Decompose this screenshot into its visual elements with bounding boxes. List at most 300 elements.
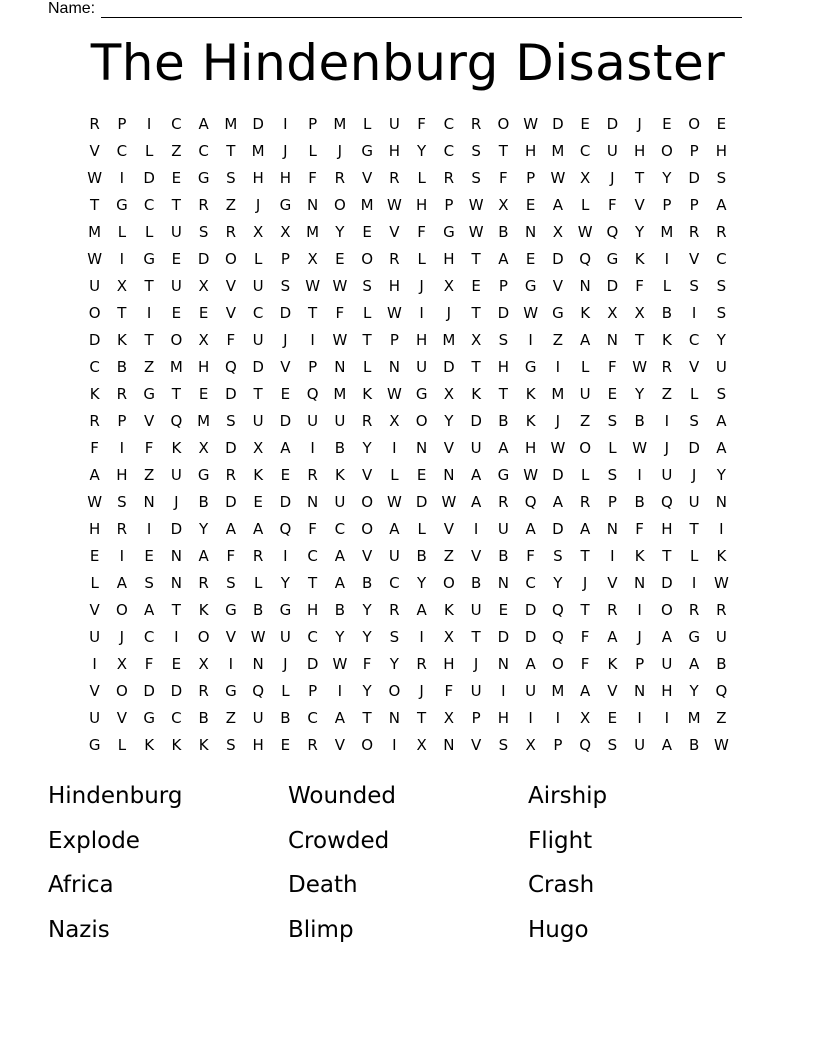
grid-letter: B	[470, 574, 482, 592]
grid-letter: A	[416, 601, 427, 619]
grid-letter: C	[89, 358, 100, 376]
grid-letter: B	[498, 223, 509, 241]
grid-letter: D	[252, 115, 264, 133]
grid-letter: R	[470, 115, 482, 133]
grid-letter: Z	[143, 358, 155, 376]
grid-row	[81, 516, 735, 543]
grid-letter: V	[116, 709, 127, 727]
grid-letter: I	[146, 520, 152, 538]
grid-letter: B	[634, 493, 645, 511]
grid-letter: D	[606, 277, 619, 295]
grid-letter: N	[307, 196, 319, 214]
grid-letter: V	[89, 142, 100, 160]
grid-letter: L	[281, 682, 290, 700]
grid-row	[81, 246, 735, 273]
grid-letter: X	[198, 331, 209, 349]
grid-letter: V	[225, 628, 236, 646]
grid-letter: J	[473, 655, 479, 673]
grid-letter: B	[116, 358, 128, 376]
grid-letter: Y	[199, 520, 209, 538]
grid-letter: Y	[716, 331, 726, 349]
grid-letter: V	[688, 358, 700, 376]
grid-letter: G	[143, 385, 155, 403]
grid-letter: G	[552, 304, 564, 322]
grid-letter: I	[555, 709, 561, 727]
grid-letter: I	[691, 304, 697, 322]
grid-letter: Y	[635, 385, 645, 403]
grid-letter: L	[417, 250, 426, 268]
grid-letter: J	[691, 466, 697, 484]
grid-letter: D	[524, 601, 537, 619]
grid-letter: I	[310, 331, 315, 349]
grid-letter: A	[579, 520, 591, 538]
grid-letter: T	[308, 304, 318, 322]
grid-letter: E	[607, 385, 618, 403]
grid-letter: H	[715, 142, 728, 160]
grid-letter: C	[252, 304, 264, 322]
grid-letter: L	[580, 196, 590, 214]
grid-letter: W	[468, 223, 484, 241]
grid-letter: I	[528, 331, 533, 349]
grid-letter: G	[197, 466, 210, 484]
grid-letter: T	[308, 574, 318, 592]
grid-letter: D	[415, 493, 428, 511]
grid-letter: S	[689, 412, 699, 430]
grid-letter: X	[607, 304, 618, 322]
word-list	[48, 776, 768, 954]
grid-letter: Z	[171, 142, 182, 160]
grid-letter: U	[252, 709, 264, 727]
grid-letter: O	[361, 520, 374, 538]
grid-letter: V	[361, 169, 373, 187]
grid-letter: H	[116, 466, 128, 484]
grid-letter: O	[579, 439, 592, 457]
grid-letter: I	[392, 736, 397, 754]
grid-letter: N	[143, 493, 155, 511]
grid-letter: W	[305, 277, 321, 295]
grid-letter: T	[689, 520, 699, 538]
grid-letter: V	[225, 304, 236, 322]
grid-letter: T	[362, 331, 372, 349]
grid-row	[81, 111, 735, 138]
grid-letter: Q	[579, 250, 592, 268]
grid-letter: D	[279, 304, 292, 322]
grid-letter: F	[635, 277, 644, 295]
grid-letter: A	[525, 520, 536, 538]
grid-letter: E	[171, 169, 182, 187]
grid-letter: C	[307, 547, 318, 565]
grid-letter: U	[634, 736, 646, 754]
grid-letter: V	[607, 682, 618, 700]
grid-letter: M	[88, 223, 102, 241]
grid-letter: Y	[389, 655, 399, 673]
grid-letter: Y	[362, 439, 372, 457]
grid-letter: F	[308, 520, 317, 538]
grid-letter: T	[635, 169, 645, 187]
grid-letter: B	[498, 412, 509, 430]
grid-letter: N	[497, 655, 509, 673]
grid-row	[81, 165, 735, 192]
grid-letter: E	[525, 196, 536, 214]
grid-letter: X	[443, 277, 455, 295]
grid-letter: A	[661, 628, 672, 646]
grid-letter: V	[89, 682, 100, 700]
grid-letter: H	[388, 277, 401, 295]
grid-letter: Q	[715, 682, 728, 700]
grid-letter: L	[117, 736, 127, 754]
grid-letter: R	[361, 412, 373, 430]
grid-letter: C	[171, 709, 182, 727]
grid-letter: B	[334, 439, 346, 457]
grid-letter: Y	[417, 142, 427, 160]
grid-letter: G	[415, 385, 428, 403]
grid-row	[81, 408, 735, 435]
grid-letter: F	[526, 547, 535, 565]
word-list-item: Nazis	[48, 916, 110, 943]
grid-letter: U	[89, 628, 101, 646]
grid-letter: J	[637, 115, 642, 133]
grid-letter: S	[716, 385, 727, 403]
grid-letter: R	[225, 466, 237, 484]
grid-letter: A	[334, 709, 345, 727]
grid-letter: R	[198, 196, 209, 214]
grid-letter: E	[525, 250, 536, 268]
grid-letter: P	[117, 115, 127, 133]
grid-letter: Y	[335, 628, 345, 646]
grid-letter: U	[89, 709, 101, 727]
grid-letter: B	[661, 304, 673, 322]
grid-letter: Z	[579, 412, 591, 430]
grid-letter: H	[415, 331, 428, 349]
grid-letter: A	[225, 520, 236, 538]
grid-letter: C	[171, 115, 182, 133]
grid-letter: N	[525, 223, 537, 241]
grid-letter: L	[90, 574, 99, 592]
grid-letter: I	[691, 574, 697, 592]
grid-letter: P	[498, 277, 508, 295]
grid-letter: P	[117, 412, 127, 430]
grid-letter: B	[361, 574, 373, 592]
grid-letter: X	[416, 736, 427, 754]
grid-letter: K	[253, 466, 264, 484]
grid-letter: O	[115, 682, 128, 700]
grid-letter: C	[389, 574, 400, 592]
grid-row	[81, 462, 735, 489]
grid-letter: F	[444, 682, 454, 700]
grid-letter: I	[637, 709, 642, 727]
grid-letter: T	[635, 331, 645, 349]
grid-letter: Y	[716, 466, 726, 484]
grid-letter: R	[198, 574, 209, 592]
grid-letter: V	[334, 736, 345, 754]
grid-letter: G	[524, 358, 537, 376]
grid-letter: O	[660, 601, 673, 619]
grid-letter: U	[279, 628, 291, 646]
grid-letter: F	[417, 115, 426, 133]
word-list-item: Africa	[48, 872, 114, 898]
grid-letter: L	[253, 574, 263, 592]
grid-letter: R	[389, 601, 400, 619]
grid-letter: T	[144, 331, 154, 349]
grid-letter: W	[713, 736, 729, 754]
grid-letter: R	[688, 223, 700, 241]
grid-letter: J	[337, 142, 343, 160]
word-list-item: Hindenburg	[48, 783, 183, 809]
grid-letter: R	[334, 169, 346, 187]
grid-letter: G	[116, 196, 128, 214]
grid-row	[81, 678, 735, 705]
grid-letter: N	[497, 574, 509, 592]
grid-row	[81, 597, 735, 624]
grid-letter: H	[252, 736, 264, 754]
grid-letter: G	[688, 628, 700, 646]
grid-letter: U	[525, 682, 537, 700]
grid-letter: B	[252, 601, 264, 619]
grid-letter: X	[552, 223, 564, 241]
grid-letter: F	[226, 547, 236, 565]
grid-row	[81, 219, 735, 246]
grid-letter: Y	[635, 223, 645, 241]
grid-letter: C	[143, 196, 155, 214]
grid-letter: I	[119, 547, 125, 565]
grid-letter: A	[252, 520, 264, 538]
grid-letter: W	[550, 169, 566, 187]
grid-letter: S	[607, 412, 618, 430]
grid-letter: I	[119, 169, 125, 187]
grid-letter: K	[525, 385, 536, 403]
grid-letter: D	[170, 520, 183, 538]
grid-letter: Q	[306, 385, 319, 403]
grid-letter: V	[470, 547, 482, 565]
grid-letter: T	[580, 601, 590, 619]
grid-letter: W	[87, 250, 103, 268]
grid-letter: U	[170, 466, 182, 484]
grid-letter: W	[632, 358, 648, 376]
grid-letter: S	[144, 574, 154, 592]
grid-letter: M	[251, 142, 265, 160]
grid-letter: A	[716, 196, 727, 214]
grid-letter: E	[335, 250, 345, 268]
grid-letter: J	[582, 574, 588, 592]
grid-letter: J	[664, 439, 670, 457]
grid-letter: F	[144, 655, 154, 673]
grid-letter: K	[334, 466, 345, 484]
letter-grid	[81, 111, 735, 759]
grid-letter: G	[524, 277, 537, 295]
grid-letter: J	[119, 628, 125, 646]
grid-letter: A	[552, 196, 563, 214]
grid-letter: C	[307, 628, 318, 646]
grid-row	[81, 273, 735, 300]
name-label: Name:	[48, 0, 96, 17]
grid-letter: C	[334, 520, 346, 538]
grid-letter: A	[89, 466, 100, 484]
grid-letter: A	[579, 331, 591, 349]
grid-letter: D	[688, 169, 700, 187]
grid-letter: J	[419, 682, 424, 700]
grid-letter: L	[390, 466, 399, 484]
grid-letter: F	[308, 169, 317, 187]
grid-row	[81, 327, 735, 354]
grid-letter: K	[171, 736, 182, 754]
grid-letter: R	[307, 466, 318, 484]
grid-letter: W	[523, 304, 539, 322]
grid-letter: P	[280, 250, 290, 268]
grid-letter: R	[716, 223, 727, 241]
grid-letter: A	[470, 466, 482, 484]
grid-letter: P	[308, 682, 318, 700]
grid-letter: L	[580, 466, 590, 484]
grid-letter: O	[442, 574, 455, 592]
grid-letter: K	[525, 412, 536, 430]
grid-letter: I	[337, 682, 343, 700]
grid-letter: R	[116, 385, 128, 403]
grid-letter: I	[501, 682, 506, 700]
grid-letter: R	[252, 547, 264, 565]
grid-letter: I	[664, 250, 670, 268]
grid-letter: H	[443, 250, 455, 268]
grid-letter: K	[634, 547, 645, 565]
grid-letter: O	[88, 304, 101, 322]
grid-letter: L	[608, 439, 617, 457]
grid-letter: D	[306, 655, 319, 673]
grid-letter: L	[362, 358, 372, 376]
grid-letter: G	[497, 466, 510, 484]
grid-letter: R	[688, 601, 700, 619]
grid-letter: X	[470, 331, 482, 349]
grid-letter: N	[715, 493, 727, 511]
grid-letter: M	[224, 115, 238, 133]
grid-letter: W	[332, 331, 348, 349]
grid-letter: O	[688, 115, 701, 133]
grid-letter: O	[551, 655, 564, 673]
grid-letter: V	[225, 277, 236, 295]
grid-letter: I	[610, 547, 615, 565]
grid-letter: H	[443, 655, 455, 673]
grid-row	[81, 732, 735, 759]
grid-letter: D	[552, 520, 564, 538]
grid-letter: N	[579, 277, 591, 295]
grid-letter: Q	[606, 223, 619, 241]
grid-letter: P	[689, 196, 699, 214]
grid-letter: N	[388, 358, 400, 376]
word-list-item: Airship	[528, 783, 608, 809]
grid-letter: D	[552, 466, 564, 484]
grid-letter: S	[226, 169, 236, 187]
grid-letter: H	[88, 520, 101, 538]
grid-letter: R	[89, 412, 100, 430]
grid-letter: A	[334, 547, 345, 565]
grid-letter: W	[523, 115, 539, 133]
grid-letter: Y	[362, 601, 372, 619]
grid-letter: F	[580, 628, 590, 646]
grid-letter: E	[498, 601, 509, 619]
grid-letter: M	[442, 331, 456, 349]
grid-letter: A	[579, 682, 591, 700]
grid-letter: A	[143, 601, 155, 619]
grid-letter: A	[280, 439, 291, 457]
grid-letter: U	[579, 385, 591, 403]
grid-letter: O	[361, 250, 374, 268]
word-list-item: Hugo	[528, 916, 589, 943]
grid-row	[81, 651, 735, 678]
grid-letter: O	[197, 628, 210, 646]
grid-letter: V	[470, 736, 482, 754]
grid-letter: E	[171, 655, 182, 673]
grid-letter: L	[308, 142, 317, 160]
grid-letter: J	[419, 277, 424, 295]
grid-letter: L	[362, 304, 372, 322]
grid-letter: R	[498, 493, 509, 511]
grid-letter: T	[417, 709, 427, 727]
grid-letter: Z	[143, 466, 155, 484]
grid-letter: W	[250, 628, 266, 646]
grid-row	[81, 354, 735, 381]
grid-letter: S	[498, 331, 509, 349]
grid-letter: C	[525, 574, 536, 592]
grid-letter: W	[386, 196, 402, 214]
grid-letter: U	[661, 466, 673, 484]
grid-letter: H	[279, 169, 292, 187]
grid-letter: Z	[552, 331, 564, 349]
grid-letter: N	[416, 439, 428, 457]
grid-letter: D	[143, 169, 155, 187]
grid-letter: F	[580, 655, 590, 673]
grid-letter: P	[526, 169, 536, 187]
grid-letter: W	[468, 196, 484, 214]
page-title: The Hindenburg Disaster	[90, 34, 726, 92]
grid-letter: U	[170, 277, 182, 295]
grid-letter: X	[116, 277, 128, 295]
grid-letter: H	[633, 142, 646, 160]
grid-letter: M	[551, 142, 565, 160]
grid-letter: S	[117, 493, 127, 511]
grid-letter: M	[333, 115, 347, 133]
grid-letter: W	[523, 466, 539, 484]
grid-letter: I	[283, 115, 288, 133]
grid-letter: H	[252, 169, 264, 187]
grid-letter: X	[116, 655, 128, 673]
grid-letter: N	[443, 736, 455, 754]
grid-letter: I	[392, 439, 397, 457]
grid-letter: T	[580, 547, 590, 565]
grid-letter: R	[716, 601, 727, 619]
grid-letter: K	[198, 736, 209, 754]
grid-letter: L	[662, 277, 672, 295]
grid-letter: I	[637, 466, 642, 484]
grid-letter: S	[471, 169, 481, 187]
grid-letter: A	[470, 493, 482, 511]
grid-letter: F	[499, 169, 508, 187]
grid-letter: A	[607, 628, 618, 646]
grid-letter: J	[283, 331, 288, 349]
grid-letter: G	[143, 250, 155, 268]
grid-letter: Y	[662, 169, 672, 187]
grid-letter: I	[528, 709, 533, 727]
grid-letter: D	[443, 358, 455, 376]
grid-letter: S	[716, 169, 727, 187]
name-field	[48, 0, 742, 18]
grid-letter: J	[255, 196, 261, 214]
grid-letter: W	[386, 385, 402, 403]
grid-letter: K	[607, 655, 618, 673]
grid-letter: C	[716, 250, 727, 268]
grid-letter: G	[443, 223, 455, 241]
grid-letter: D	[524, 628, 537, 646]
grid-letter: E	[171, 250, 182, 268]
grid-letter: U	[334, 493, 346, 511]
grid-letter: Z	[716, 709, 727, 727]
